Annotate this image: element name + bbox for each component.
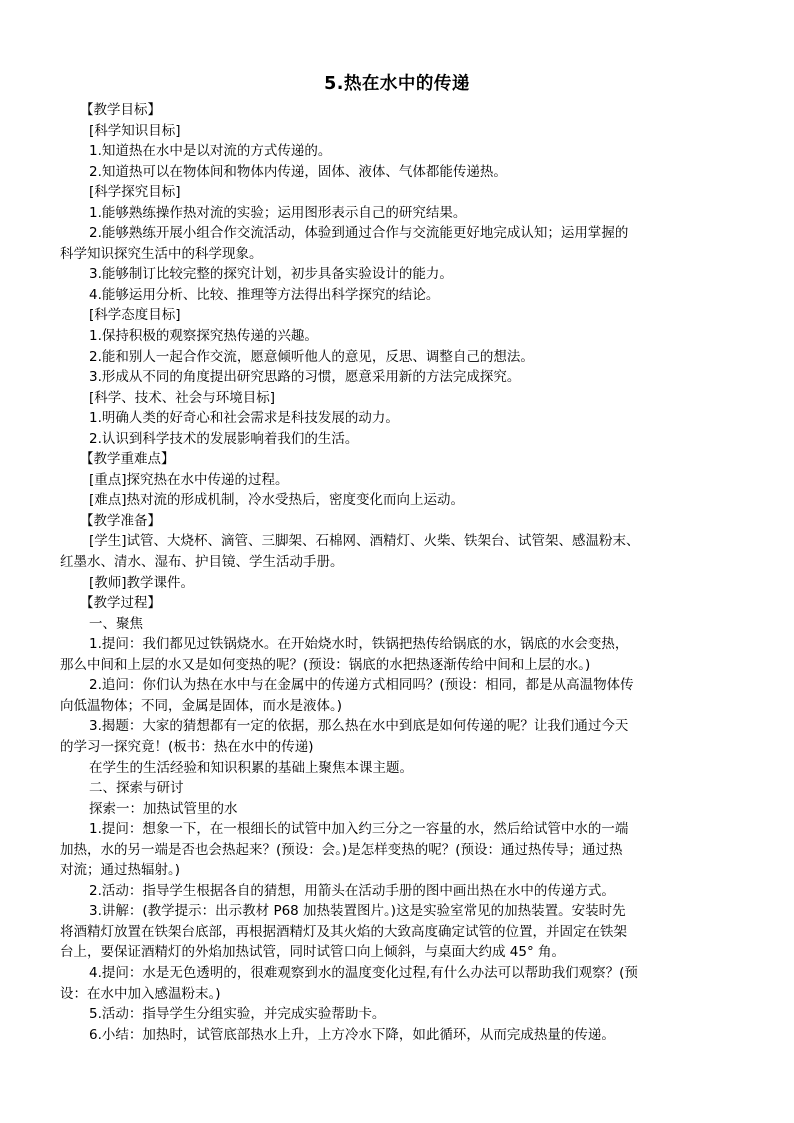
section-heading: 【教学过程】 <box>80 595 161 612</box>
text-line: 二、探索与研讨 <box>89 780 184 797</box>
text-line: 1.能够熟练操作热对流的实验；运用图形表示自己的研究结果。 <box>89 204 467 221</box>
text-line: 2.知道热可以在物体间和物体内传递，固体、液体、气体都能传递热。 <box>89 163 507 180</box>
text-line: [科学知识目标] <box>89 122 181 139</box>
text-line: [科学、技术、社会与环境目标] <box>89 389 276 406</box>
text-line: 1.知道热在水中是以对流的方式传递的。 <box>89 143 332 160</box>
text-line: [科学态度目标] <box>89 307 181 324</box>
text-line: 的学习一探究竟！(板书：热在水中的传递) <box>60 738 314 755</box>
text-line: 2.活动：指导学生根据各自的猜想，用箭头在活动手册的图中画出热在水中的传递方式。 <box>89 882 615 899</box>
text-line: 1.提问：我们都见过铁锅烧水。在开始烧水时，铁锅把热传给锅底的水，锅底的水会变热， <box>89 636 629 653</box>
text-line: [教师]教学课件。 <box>89 574 195 591</box>
text-line: 3.形成从不同的角度提出研究思路的习惯，愿意采用新的方法完成探究。 <box>89 369 521 386</box>
text-line: 加热，水的另一端是否也会热起来？(预设：会。)是怎样变热的呢？(预设：通过热传导；通过热 <box>60 841 623 858</box>
section-heading: 【教学重难点】 <box>80 451 175 468</box>
text-line: 1.提问：想象一下，在一根细长的试管中加入约三分之一容量的水，然后给试管中水的一端 <box>89 821 629 838</box>
text-line: 红墨水、清水、湿布、护目镜、学生活动手册。 <box>60 554 344 571</box>
section-heading: 【教学目标】 <box>80 102 161 118</box>
text-line: 科学知识探究生活中的科学现象。 <box>60 245 263 262</box>
text-line: 在学生的生活经验和知识积累的基础上聚焦本课主题。 <box>89 759 413 776</box>
text-line: 1.明确人类的好奇心和社会需求是科技发展的动力。 <box>89 410 399 427</box>
text-line: [重点]探究热在水中传递的过程。 <box>89 471 289 488</box>
text-line: 对流；通过热辐射。) <box>60 862 181 879</box>
text-line: 向低温物体；不同，金属是固体，而水是液体。) <box>60 697 343 714</box>
text-line: 4.提问：水是无色透明的，很难观察到水的温度变化过程,有什么办法可以帮助我们观察？(预 <box>89 964 638 981</box>
text-line: 台上，要保证酒精灯的外焰加热试管，同时试管口向上倾斜，与桌面大约成 45° 角。 <box>60 944 566 961</box>
text-line: 那么中间和上层的水又是如何变热的呢？(预设：锅底的水把热逐渐传给中间和上层的水。) <box>60 656 591 673</box>
text-line: 3.能够制订比较完整的探究计划，初步具备实验设计的能力。 <box>89 266 453 283</box>
text-line: 设：在水中加入感温粉末。) <box>60 985 221 1002</box>
text-line: 5.活动：指导学生分组实验，并完成实验帮助卡。 <box>89 1006 386 1023</box>
text-line: 3.揭题：大家的猜想都有一定的依据，那么热在水中到底是如何传递的呢？让我们通过今天 <box>89 718 629 735</box>
text-line: 探索一：加热试管里的水 <box>89 800 238 817</box>
text-line: 1.保持积极的观察探究热传递的兴趣。 <box>89 328 318 345</box>
document-body <box>60 100 736 1045</box>
document-title: 5.热在水中的传递 <box>324 74 470 94</box>
section-heading: 【教学准备】 <box>80 512 161 529</box>
text-line: 3.讲解：(教学提示：出示教材 P68 加热装置图片。)这是实验室常见的加热装置。安装时先 <box>89 903 626 920</box>
text-line: 2.能和别人一起合作交流，愿意倾听他人的意见，反思、调整自己的想法。 <box>89 348 534 365</box>
text-line: 6.小结：加热时，试管底部热水上升，上方冷水下降，如此循环，从而完成热量的传递。 <box>89 1026 615 1043</box>
text-line: 2.认识到科学技术的发展影响着我们的生活。 <box>89 430 359 447</box>
text-line: 2.能够熟练开展小组合作交流活动，体验到通过合作与交流能更好地完成认知；运用掌握的 <box>89 225 629 242</box>
text-line: 一、聚焦 <box>89 615 143 632</box>
text-line: [难点]热对流的形成机制，冷水受热后，密度变化而向上运动。 <box>89 492 465 509</box>
text-line: 将酒精灯放置在铁架台底部，再根据酒精灯及其火焰的大致高度确定试管的位置，并固定在铁架 <box>60 923 627 940</box>
text-line: 4.能够运用分析、比较、推理等方法得出科学探究的结论。 <box>89 286 440 303</box>
text-line: [学生]试管、大烧杯、滴管、三脚架、石棉网、酒精灯、火柴、铁架台、试管架、感温粉末、 <box>89 533 640 550</box>
text-line: 2.追问：你们认为热在水中与在金属中的传递方式相同吗？(预设：相同，都是从高温物体传 <box>89 677 634 694</box>
text-line: [科学探究目标] <box>89 184 181 201</box>
